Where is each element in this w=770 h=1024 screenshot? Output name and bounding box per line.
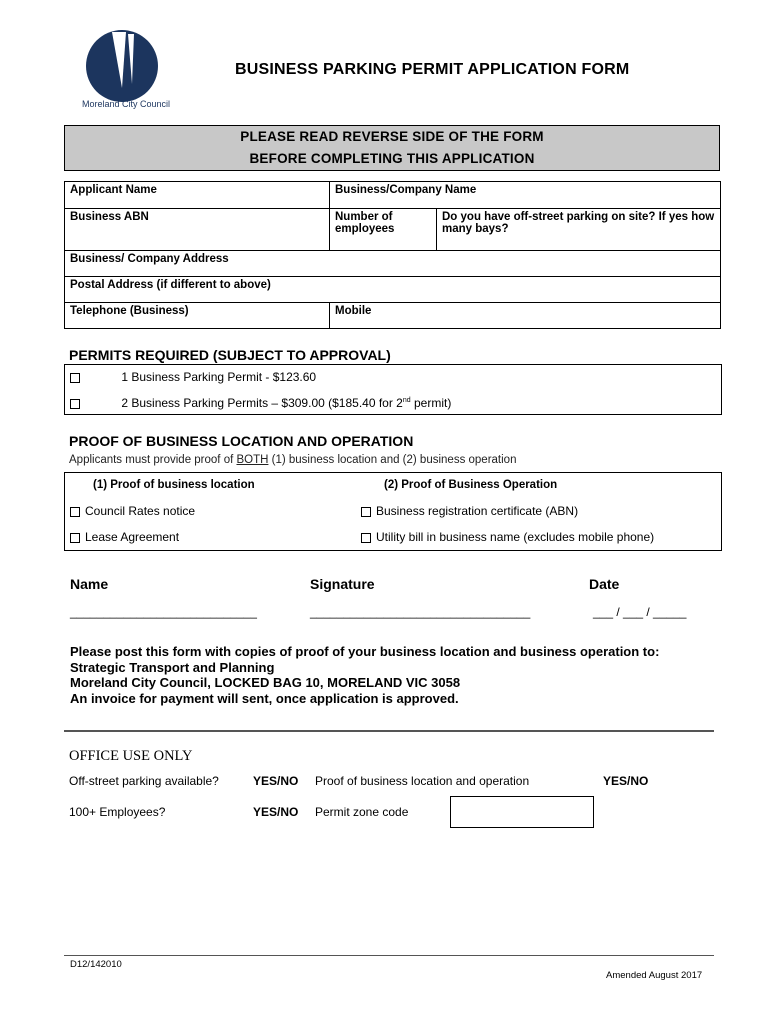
office-q2: Proof of business location and operation xyxy=(315,774,530,788)
proof-utility-bill[interactable] xyxy=(361,530,654,544)
telephone-label: Telephone (Business) xyxy=(70,305,189,317)
office-q1-answer[interactable]: YES/NO xyxy=(253,774,299,788)
date-label: Date xyxy=(589,576,620,592)
name-label: Name xyxy=(70,576,109,592)
postal-instructions xyxy=(70,644,720,706)
abn-cert-label: Business registration certificate (ABN) xyxy=(376,504,579,518)
postal-field[interactable] xyxy=(65,277,721,303)
lease-label: Lease Agreement xyxy=(85,530,180,544)
rates-notice-label: Council Rates notice xyxy=(85,504,196,518)
checkbox-icon[interactable] xyxy=(361,533,371,543)
permit-option-2-label: 2 Business Parking Permits – $309.00 ($185.40 for 2nd permit) xyxy=(121,396,452,410)
signature-line[interactable]: _________________________________ xyxy=(310,605,531,619)
applicant-name-field[interactable] xyxy=(65,182,330,209)
office-q4: Permit zone code xyxy=(315,805,409,819)
permits-heading: PERMITS REQUIRED (SUBJECT TO APPROVAL) xyxy=(69,347,391,363)
office-q3-answer[interactable]: YES/NO xyxy=(253,805,299,819)
post-line-3: Moreland City Council, LOCKED BAG 10, MORELAND VIC 3058 xyxy=(70,675,461,690)
doc-reference: D12/142010 xyxy=(70,959,122,970)
signature-label: Signature xyxy=(310,576,375,592)
employees-field[interactable] xyxy=(330,209,437,251)
business-name-field[interactable] xyxy=(330,182,721,209)
post-line-4: An invoice for payment will sent, once application is approved. xyxy=(70,690,459,706)
abn-field[interactable] xyxy=(65,209,330,251)
proof-col1-header: (1) Proof of business location xyxy=(93,479,255,491)
name-line[interactable]: ____________________________ xyxy=(70,605,257,619)
footer-divider xyxy=(64,955,714,956)
office-q1: Off-street parking available? xyxy=(69,774,219,788)
office-use-title: OFFICE USE ONLY xyxy=(69,748,193,764)
address-field[interactable] xyxy=(65,251,721,277)
post-line-1: Please post this form with copies of proof of your business location and business operation to: xyxy=(70,644,660,659)
proof-heading: PROOF OF BUSINESS LOCATION AND OPERATION xyxy=(69,433,414,449)
office-q2-answer[interactable]: YES/NO xyxy=(603,774,649,788)
post-line-2: Strategic Transport and Planning xyxy=(70,659,275,675)
mobile-label: Mobile xyxy=(335,305,372,317)
permit-option-2[interactable] xyxy=(70,396,451,410)
parking-bays-field[interactable] xyxy=(437,209,721,251)
permit-zone-code-input[interactable] xyxy=(450,796,594,828)
permit-option-1-label: 1 Business Parking Permit - $123.60 xyxy=(121,370,317,384)
mobile-field[interactable] xyxy=(330,303,721,329)
notice-line-2: BEFORE COMPLETING THIS APPLICATION xyxy=(249,151,535,166)
business-name-label: Business/Company Name xyxy=(335,184,477,196)
proof-abn-cert[interactable] xyxy=(361,504,578,518)
applicant-details-table xyxy=(64,181,721,329)
reverse-notice xyxy=(64,125,720,171)
parking-bays-label: Do you have off-street parking on site? If yes how many bays? xyxy=(442,211,715,235)
checkbox-icon[interactable] xyxy=(70,507,80,517)
employees-label: Number of employees xyxy=(335,211,395,235)
permit-option-1[interactable] xyxy=(70,370,316,384)
proof-rates-notice[interactable] xyxy=(70,504,195,518)
amended-date: Amended August 2017 xyxy=(606,970,703,981)
checkbox-icon[interactable] xyxy=(70,399,80,409)
checkbox-icon[interactable] xyxy=(70,533,80,543)
proof-col2-header: (2) Proof of Business Operation xyxy=(384,479,558,491)
org-name: Moreland City Council xyxy=(82,99,171,109)
proof-lease[interactable] xyxy=(70,530,179,544)
divider xyxy=(64,730,714,732)
checkbox-icon[interactable] xyxy=(361,507,371,517)
telephone-field[interactable] xyxy=(65,303,330,329)
office-q3: 100+ Employees? xyxy=(69,805,166,819)
abn-label: Business ABN xyxy=(70,211,149,223)
postal-label: Postal Address (if different to above) xyxy=(70,279,271,291)
form-title: BUSINESS PARKING PERMIT APPLICATION FORM xyxy=(235,61,630,78)
address-label: Business/ Company Address xyxy=(70,253,229,265)
applicant-name-label: Applicant Name xyxy=(70,184,157,196)
notice-line-1: PLEASE READ REVERSE SIDE OF THE FORM xyxy=(240,129,544,144)
checkbox-icon[interactable] xyxy=(70,373,80,383)
utility-bill-label: Utility bill in business name (excludes mobile phone) xyxy=(376,530,655,544)
date-line[interactable]: ___ / ___ / _____ xyxy=(593,605,687,619)
proof-intro: Applicants must provide proof of BOTH (1) business location and (2) business operation xyxy=(69,454,517,466)
